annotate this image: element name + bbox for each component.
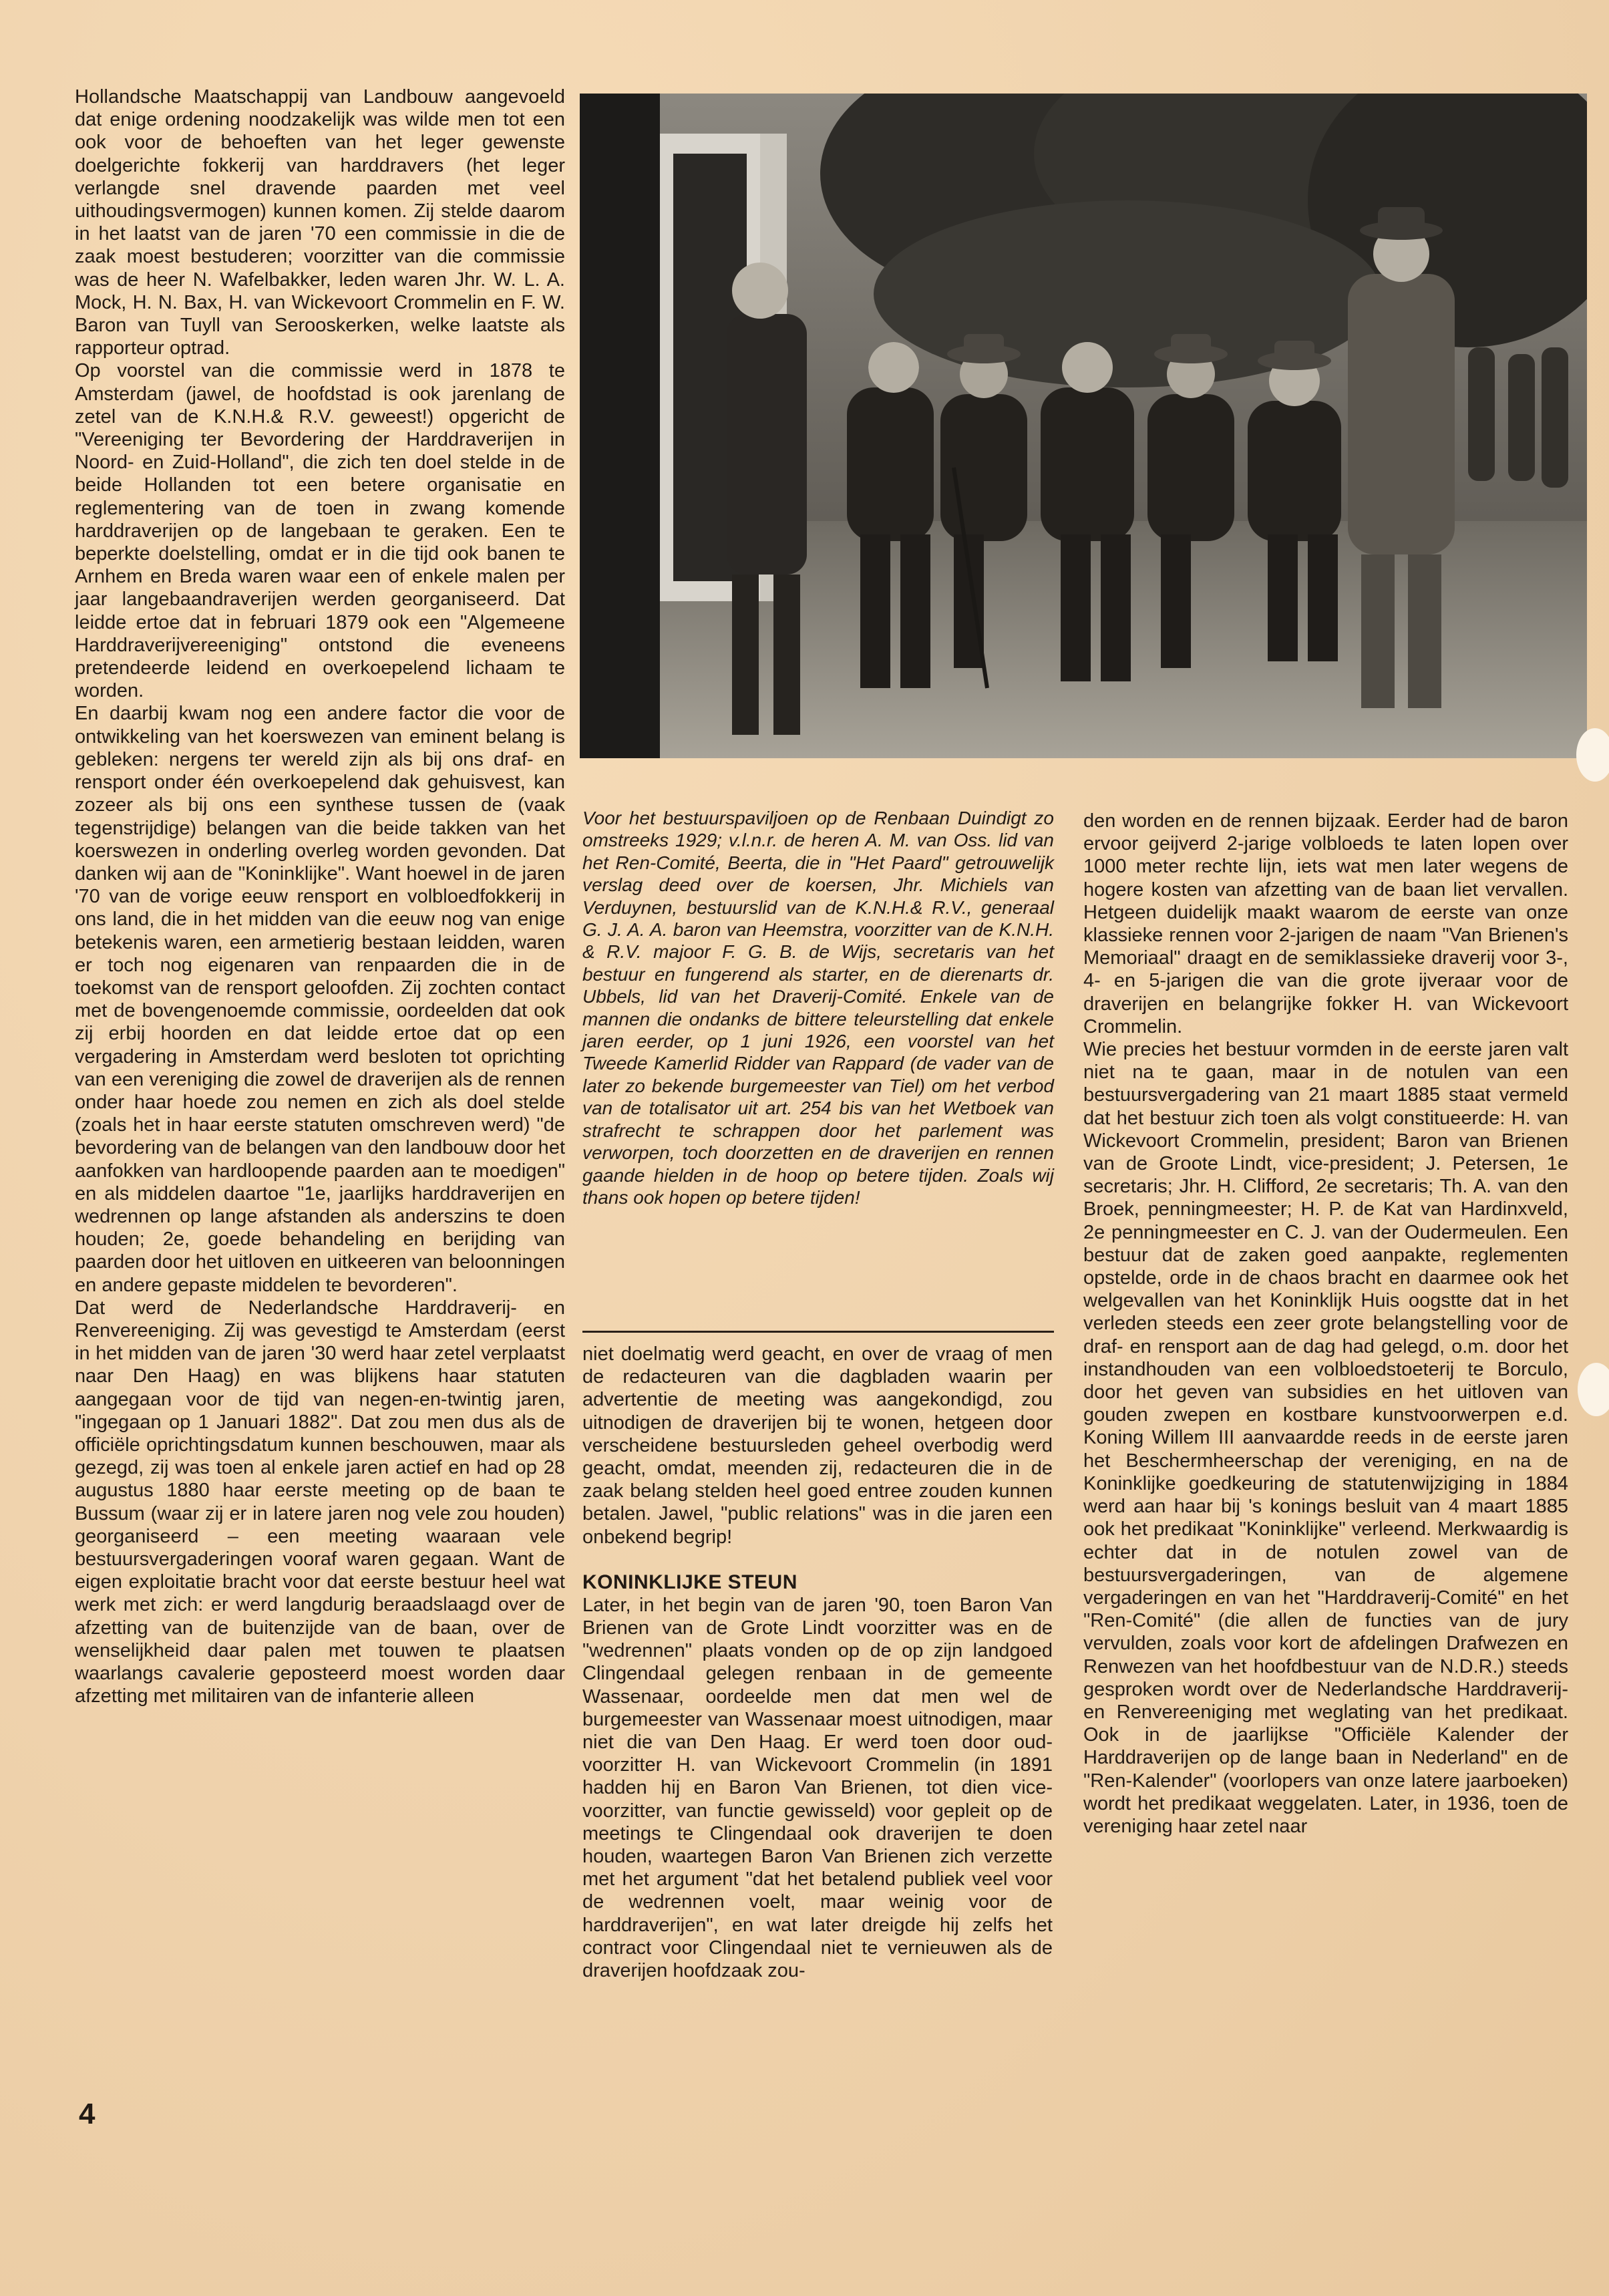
text-column-middle bbox=[582, 1343, 1053, 1982]
text-column-right bbox=[1083, 810, 1568, 1838]
text-column-left bbox=[75, 86, 565, 1707]
paragraph: Later, in het begin van de jaren '90, toen Baron Van Brienen van de Grote Lindt voorzitter was en de "wedrennen" plaats vonden op de op zijn landgoed Clingendaal gelegen renbaan in de gemeente Wassenaar, oordeelde men dat men wel de burgemeester van Wassenaar moest uitnodigen, maar niet die van Den Haag. Er werd toen door oud-voorzitter H. van Wickevoort Crommelin (in 1891 hadden hij en Baron Van Brienen, tot dien vice-voorzitter, van functie gewisseld) voor gepleit op de meetings te Clingendaal ook draverijen te doen houden, waartegen Baron Van Brienen zich verzette met het argument "dat het betalend publiek veel voor de wedrennen voelt, maar weinig voor de harddraverijen", en wat later dreigde hij zelfs het contract voor Clingendaal niet te vernieuwen als de draverijen hoofdzaak zou- bbox=[582, 1594, 1053, 1982]
paragraph: den worden en de rennen bijzaak. Eerder had de baron ervoor geijverd 2-jarige volbloeds te laten lopen over 1000 meter rechte lijn, iets wat men later wegens de hogere kosten van afzetting van de baan liet vervallen. Hetgeen duidelijk maakt waarom de eerste van onze klassieke rennen voor 2-jarigen de naam "Van Brienen's Memoriaal" draagt en de semiklassieke draverij voor 3-, 4- en 5-jarigen die van die grote ijveraar voor de draverijen en belangrijke fokker H. van Wickevoort Crommelin. bbox=[1083, 810, 1568, 1037]
section-heading: KONINKLIJKE STEUN bbox=[582, 1571, 797, 1593]
paragraph: Wie precies het bestuur vormden in de eerste jaren valt niet na te gaan, maar in de notulen van een bestuursvergadering van 21 maart 1885 staat vermeld dat het bestuur zich toen als volgt constitueerde: H. van Wickevoort Crommelin, president; Baron van Brienen van de Groote Lindt, vice-president; J. Petersen, 1e secretaris; Jhr. H. Clifford, 2e secretaris; Th. A. van den Broek, penningmeester; H. P. de Kat van Hardinxveld, 2e penningmeester en C. J. van der Oudermeulen. Een bestuur dat de zaken goed aanpakte, reglementen opstelde, orde in de chaos bracht en daarmee ook het welgevallen van het Koninklijk Huis oogstte dat in het verleden steeds een zeer grote belangstelling voor de draf- en rensport aan de dag had gelegd, o.m. door het instandhouden van een volbloedstoeterij te Borculo, door het geven van subsidies en het uitloven van gouden zwepen en kostbare kunstvoorwerpen e.d. Koning Willem III aanvaardde reeds in de eerste jaren het Beschermheerschap der vereniging, en na de Koninklijke goedkeuring de statutenwijziging in 1884 werd aan haar bij 's konings besluit van 4 maart 1885 ook het predikaat "Koninklijke" verleend. Merkwaardig is echter dat in de notulen zowel van de bestuursvergaderingen, van de algemene vergaderingen en van het "Harddraverij-Comité" en het "Ren-Comité" (die allen de functies van de jury vervulden, zoals voor kort de afdelingen Drafwezen en Renwezen van het hoofdbestuur van de N.D.R.) steeds gesproken wordt over de Nederlandsche Harddraverij- en Renvereeniging met weglating van het predikaat. Ook in de jaarlijkse "Officiële Kalender der Harddraverijen op de lange baan in Nederland" en de "Ren-Kalender" (voorlopers van onze latere jaarboeken) wordt het predikaat weggelaten. Later, in 1936, toen de vereniging haar zetel naar bbox=[1083, 1039, 1568, 1837]
punch-hole bbox=[1578, 1363, 1609, 1416]
photo-caption: Voor het bestuurspaviljoen op de Renbaan Duindigt zo omstreeks 1929; v.l.n.r. de heren A. M. van Oss. lid van het Ren-Comité, Beerta, die in "Het Paard" getrouwelijk verslag deed over de koersen, Jhr. Michiels van Verduynen, bestuurslid van de K.N.H.& R.V., generaal G. J. A. A. baron van Heemstra, voorzitter van de K.N.H. & R.V. majoor F. G. B. de Wijs, secretaris van het bestuur en fungerend als starter, en de dierenarts dr. Ubbels, lid van het Draverij-Comité. Enkele van de mannen die ondanks de bittere teleurstelling dat enkele jaren eerder, op 1 juni 1926, een voorstel van het Tweede Kamerlid Ridder van Rappard (de vader van de later zo bekende burgemeester van Tiel) om het verbod van de totalisator uit art. 254 bis van het Wetboek van strafrecht te schrappen door het parlement was verworpen, toch doorzetten en de draverijen en rennen gaande hielden in de hoop op betere tijden. Zoals wij thans ook hopen op betere tijden! bbox=[582, 808, 1054, 1208]
page-number: 4 bbox=[79, 2098, 96, 2130]
paragraph: En daarbij kwam nog een andere factor die voor de ontwikkeling van het koerswezen van eminent belang is gebleken: nergens ter wereld zijn als bij ons draf- en rensport onder één overkoepelend dak gehuisvest, kan zozeer als bij ons een synthese tussen de (vaak tegenstrijdige) belangen van die beide takken van het koerswezen in onderling overleg worden gevonden. Dat danken wij aan de "Koninklijke". Want hoewel in de jaren '70 van de vorige eeuw rensport en volbloedfokkerij in ons land, die in het midden van die eeuw nog van enige betekenis waren, een armetierig bestaan leidden, waren er toch nog eigenaren van renpaarden die in de toekomst van de rensport geloofden. Zij zochten contact met de bovengenoemde commissie, oordeelden dat ook zij erbij hoorden en dat leidde ertoe dat op een vergadering in Amsterdam werd besloten tot oprichting van een vereniging die zowel de draverijen als de rennen onder haar hoede zou nemen en zich als doel stelde (zoals het in haar eerste statuten omschreven werd) "de bevordering van de belangen van den landbouw door het aanfokken van hardloopende paarden aan te moedigen" en als middelen daartoe "1e, jaarlijks harddraverijen en wedrennen op lange afstanden als anderszins te doen houden; 2e, goede behandeling en berijding van paarden door het uitloven en uitkeeren van beloonningen en andere gepaste middelen te bevorderen". bbox=[75, 703, 565, 1296]
punch-hole bbox=[1576, 728, 1609, 782]
paragraph: niet doelmatig werd geacht, en over de vraag of men de redacteuren van die dagbladen waarin per advertentie de meeting was aangekondigd, zou uitnodigen de draverijen bij te wonen, hetgeen door verscheidene bestuursleden geheel overbodig werd geacht, omdat, meenden zij, redacteuren die in de zaak belang stelden heel goed entree zouden kunnen betalen. Jawel, "public relations" was in die jaren een onbekend begrip! bbox=[582, 1343, 1053, 1548]
historical-photo bbox=[580, 94, 1587, 758]
paragraph: Hollandsche Maatschappij van Landbouw aangevoeld dat enige ordening noodzakelijk was wilde men tot een ook voor de behoeften van het leger gewenste doelgerichte fokkerij van harddravers (het leger verlangde snel dravende paarden met veel uithoudingsvermogen) kunnen komen. Zij stelde daarom in het laatst van de jaren '70 een commissie in die de zaak moest bestuderen; voorzitter van die commissie was de heer N. Wafelbakker, leden waren Jhr. W. L. A. Mock, H. N. Bax, H. van Wickevoort Crommelin en F. W. Baron van Tuyll van Serooskerken, welke laatste als rapporteur optrad. bbox=[75, 86, 565, 359]
divider-rule bbox=[582, 1331, 1054, 1333]
paragraph: Op voorstel van die commissie werd in 1878 te Amsterdam (jawel, de hoofdstad is ook jarenlang de zetel van de K.N.H.& R.V. geweest!) opgericht de "Vereeniging ter Bevordering der Harddraverijen in Noord- en Zuid-Holland", die zich ten doel stelde in de beide Hollanden tot een betere organisatie en reglementering van de toen in zwang komende harddraverijen op de langebaan te geraken. Een te beperkte doelstelling, omdat er in die tijd ook banen te Arnhem en Breda waren waar een of enkele malen per jaar langebaandraverijen werden georganiseerd. Dat leidde ertoe dat in februari 1879 ook een "Algemeene Harddraverijvereeniging" ontstond die eveneens pretendeerde leidend en overkoepelend lichaam te worden. bbox=[75, 360, 565, 702]
paragraph: Dat werd de Nederlandsche Harddraverij- en Renvereeniging. Zij was gevestigd te Amsterdam (eerst in het midden van de jaren '30 werd haar zetel verplaatst naar Den Haag) en was blijkens haar statuten aangegaan voor de tijd van negen-en-twintig jaren, "ingegaan op 1 Januari 1882". Dat zou men dus als de officiële oprichtingsdatum kunnen beschouwen, maar als gezegd, zij was toen al enkele jaren actief en had op 28 augustus 1880 haar eerste meeting op de baan te Bussum (waar zij er in latere jaren nog vele zou houden) georganiseerd – een meeting waaraan vele bestuursvergaderingen vooraf waren gegaan. Want de eigen exploitatie bracht voor dat eerste bestuur heel wat werk met zich: er werd langdurig beraadslaagd over de afzetting van de buitenzijde van de baan, over de wenselijkheid daar palen met touwen te plaatsen waarlangs cavalerie geposteerd moest worden daar afzetting met militairen van de infanterie alleen bbox=[75, 1297, 565, 1707]
